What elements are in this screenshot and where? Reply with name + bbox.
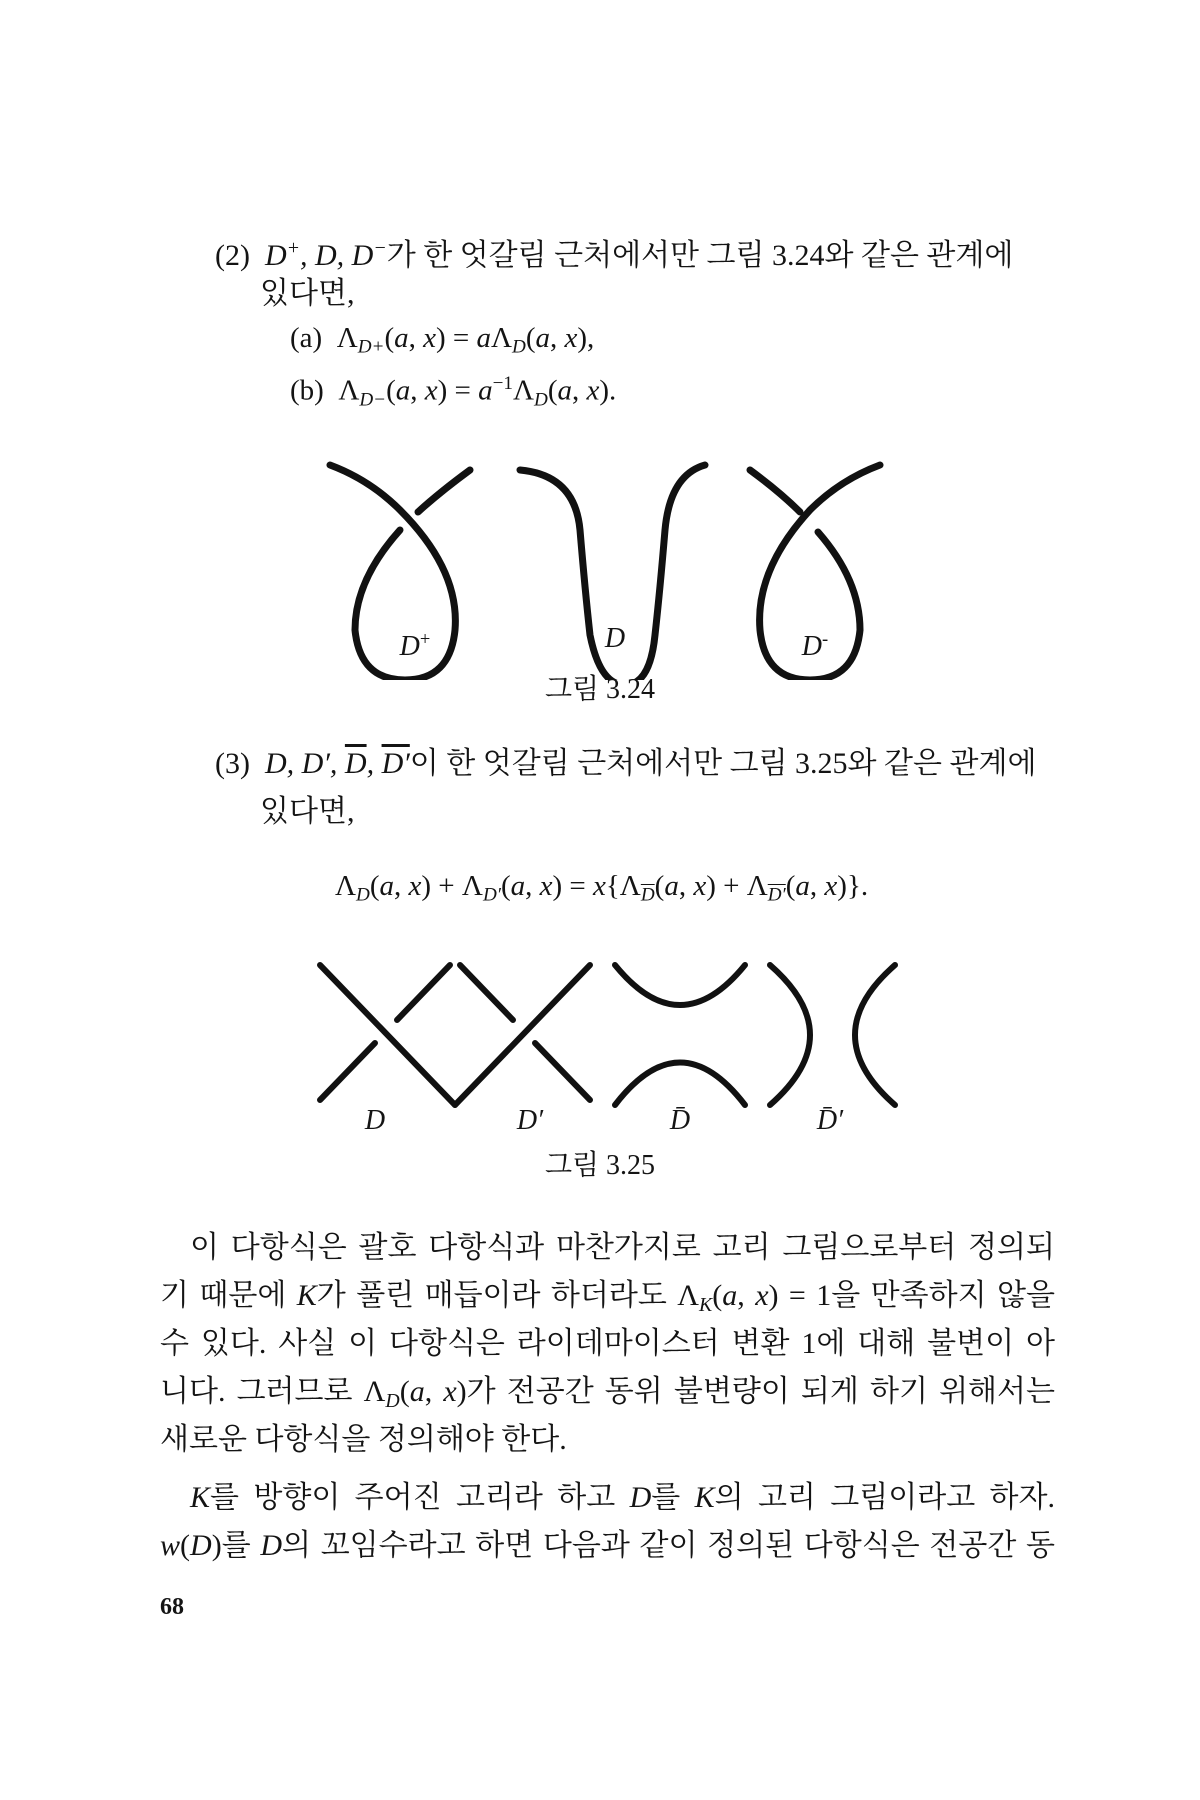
item-3-line-1: (3) D, D′, $\overline{D}$, D′이 한 엇갈림 근처에서만 그림 3.25와 같은 관계에 — [215, 747, 1037, 780]
label-d-bar: D̄ — [669, 1105, 691, 1136]
smoothing-vertical-left — [770, 965, 810, 1105]
equation-a: (a) $\Lambda_{D+}(a$, $x) = a\Lambda_D(a$, x), — [290, 322, 595, 358]
smoothing-vertical-right — [855, 965, 895, 1105]
paragraph-1-line-5: 새로운 다항식을 정의해야 한다. — [160, 1423, 567, 1456]
item-2-line-1: (2) D+, D, D−가 한 엇갈림 근처에서만 그림 3.24와 같은 관계에 — [215, 237, 1014, 272]
smoothing-horizontal-bottom — [615, 1063, 745, 1106]
item-number: (2) — [215, 238, 250, 272]
item-3-text: 이 한 엇갈림 근처에서만 그림 3.25와 같은 관계에 — [409, 747, 1037, 780]
item-3-line-2: 있다면, — [260, 795, 355, 828]
crossing-dprime-under-2 — [535, 1043, 590, 1100]
crossing-d-under-1 — [397, 965, 450, 1020]
crossing-d-over — [320, 965, 455, 1105]
label-d-prime: D′ — [516, 1105, 544, 1136]
paragraph-1-line-4: 니다. 그러므로 $\Lambda_D(a$, x)가 전공간 동위 불변량이 되게 하기 위해서는 — [160, 1375, 1055, 1412]
d-plus-strand-2 — [418, 470, 470, 512]
crossing-dprime-over — [455, 965, 590, 1105]
paragraph-1-line-1: 이 다항식은 괄호 다항식과 마찬가지로 고리 그림으로부터 정의되 — [190, 1231, 1055, 1264]
paragraph-1-line-2: 기 때문에 K가 풀린 매듭이라 하더라도 $\Lambda_K(a$, x) = 1을 만족하지 않을 — [160, 1279, 1055, 1316]
paragraph-2-line-2: w(D)를 D의 꼬임수라고 하면 다음과 같이 정의된 다항식은 전공간 동 — [160, 1529, 1055, 1562]
crossing-dprime-under-1 — [460, 965, 513, 1020]
d-minus-strand-2 — [750, 470, 800, 512]
label-d-minus: D- — [801, 629, 829, 663]
label-d-plus: D+ — [399, 629, 431, 663]
paragraph-1-line-3: 수 있다. 사실 이 다항식은 라이데마이스터 변환 1에 대해 불변이 아 — [160, 1327, 1055, 1360]
paragraph-2-line-1: K를 방향이 주어진 고리라 하고 D를 K의 고리 그림이라고 하자. — [190, 1481, 1055, 1514]
figure-3-25 — [0, 950, 1200, 1140]
label-d: D — [364, 1105, 386, 1136]
crossing-d-under-2 — [320, 1043, 375, 1100]
label-d-bar-prime: D̄′ — [816, 1105, 844, 1136]
figure-3-24-caption: 그림 3.24 — [544, 674, 656, 705]
label-d: D — [604, 623, 626, 654]
figure-3-25-caption: 그림 3.25 — [544, 1150, 656, 1181]
smoothing-horizontal-top — [615, 965, 745, 1005]
equation-skein: $\Lambda_D(a$, $x) + \Lambda_{D'}(a$, $x) = x\{\Lambda_{\overline{D}}(a$, $x) + \Lambda_{D'}(a$, x)}. — [335, 870, 869, 906]
item-2-line-2: 있다면, — [260, 277, 355, 310]
equation-b: (b) $\Lambda_{D-}(a$, $x) = a^{-1}\Lambda_D(a$, x). — [290, 373, 617, 411]
page-number: 68 — [160, 1594, 184, 1620]
item-2-text: 가 한 엇갈림 근처에서만 그림 3.24와 같은 관계에 — [386, 238, 1014, 272]
